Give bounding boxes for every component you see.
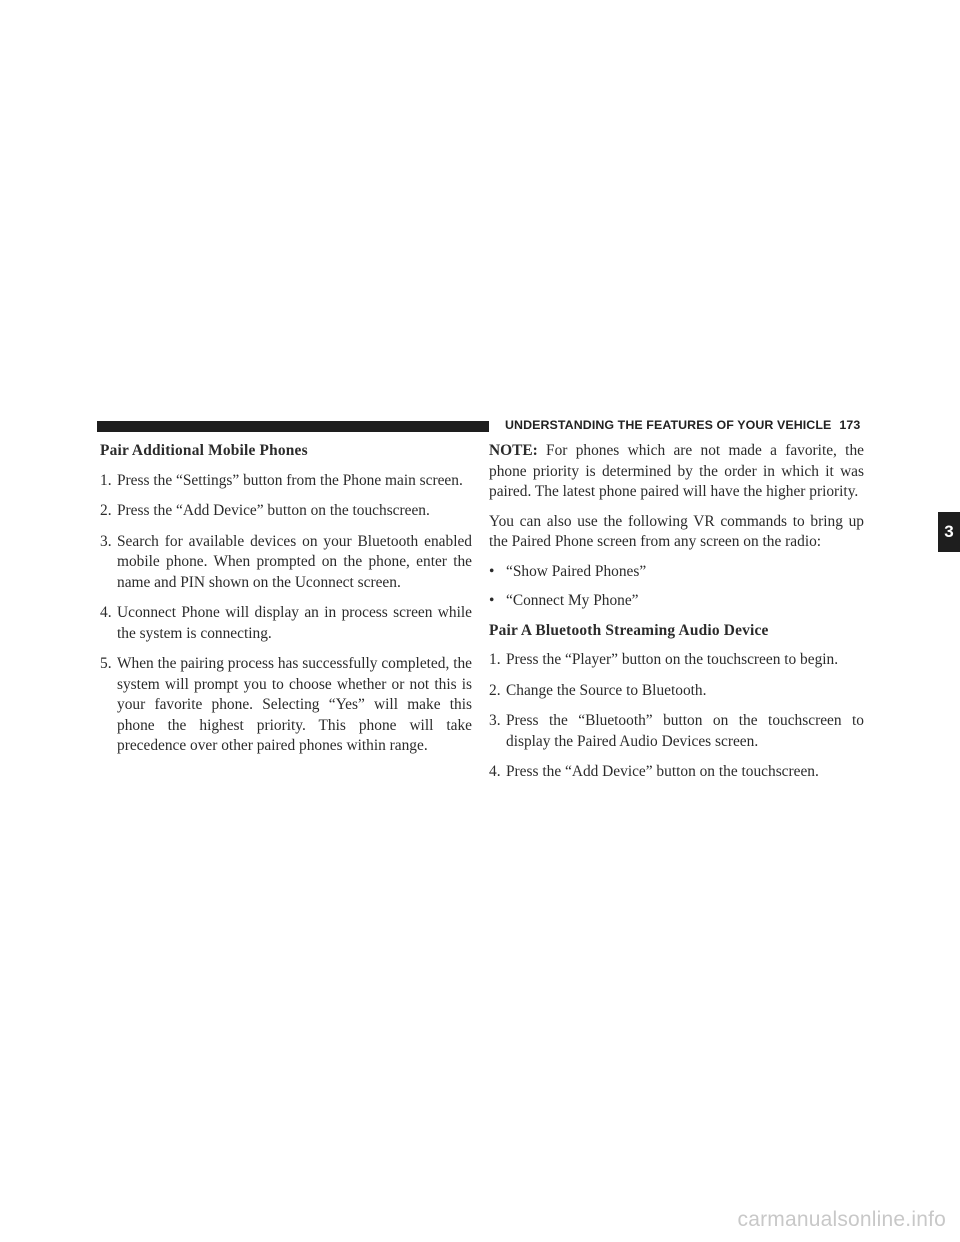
step-number: 1.	[100, 471, 112, 489]
step-number: 2.	[100, 502, 112, 519]
step-text: Press the “Settings” button from the Phone main screen.	[117, 471, 463, 489]
step-item	[100, 654, 472, 757]
step-number: 4.	[100, 604, 112, 621]
step-item	[100, 532, 472, 594]
chapter-tab: 3	[938, 512, 960, 552]
step-item	[489, 650, 864, 671]
bullet-text: “Connect My Phone”	[506, 592, 639, 609]
step-text: When the pairing process has successfully completed, the system will prompt you to choose whether or not this is your favorite phone. Selecting “Yes” will make this phone the highest priority. This phone will take precedence over other paired phones within range.	[117, 655, 472, 754]
step-number: 3.	[100, 532, 112, 550]
bullet-icon: •	[489, 562, 495, 580]
section-title: UNDERSTANDING THE FEATURES OF YOUR VEHICLE	[505, 418, 832, 432]
note-label: NOTE:	[489, 442, 538, 459]
bullet-icon: •	[489, 592, 495, 609]
step-item	[489, 762, 864, 783]
step-number: 1.	[489, 651, 501, 668]
bullet-item	[489, 562, 864, 583]
step-number: 3.	[489, 712, 501, 729]
running-header	[505, 418, 867, 432]
note-paragraph	[489, 441, 864, 503]
step-item	[100, 501, 472, 522]
vr-intro: You can also use the following VR commands to bring up the Paired Phone screen from any screen on the radio:	[489, 512, 864, 550]
step-number: 5.	[100, 655, 112, 672]
step-list	[489, 650, 864, 783]
page-number: 173	[839, 418, 861, 432]
step-item	[100, 603, 472, 644]
note-text: For phones which are not made a favorite, the phone priority is determined by the order in which it was paired. The latest phone paired will have the higher priority.	[489, 442, 864, 500]
section-heading: Pair A Bluetooth Streaming Audio Device	[489, 621, 769, 639]
step-item	[489, 681, 864, 702]
step-text: Press the “Add Device” button on the touchscreen.	[506, 763, 819, 780]
bullet-item	[489, 591, 864, 612]
step-text: Search for available devices on your Bluetooth enabled mobile phone. When prompted on the phone, enter the name and PIN shown on the Uconnect screen.	[117, 532, 472, 591]
section-heading: Pair Additional Mobile Phones	[100, 442, 308, 459]
step-item	[100, 471, 472, 492]
step-text: Press the “Player” button on the touchscreen to begin.	[506, 651, 839, 668]
step-text: Uconnect Phone will display an in process screen while the system is connecting.	[117, 604, 472, 642]
right-column	[489, 441, 864, 793]
step-number: 4.	[489, 763, 501, 780]
header-rule	[97, 421, 489, 432]
step-item	[489, 711, 864, 752]
watermark: carmanualsonline.info	[737, 1208, 946, 1231]
step-text: Press the “Bluetooth” button on the touchscreen to display the Paired Audio Devices screen.	[506, 712, 864, 750]
step-text: Change the Source to Bluetooth.	[506, 681, 707, 699]
bullet-text: “Show Paired Phones”	[506, 562, 647, 580]
step-number: 2.	[489, 681, 501, 699]
left-column	[100, 441, 472, 767]
step-text: Press the “Add Device” button on the touchscreen.	[117, 502, 430, 519]
step-list	[100, 471, 472, 757]
